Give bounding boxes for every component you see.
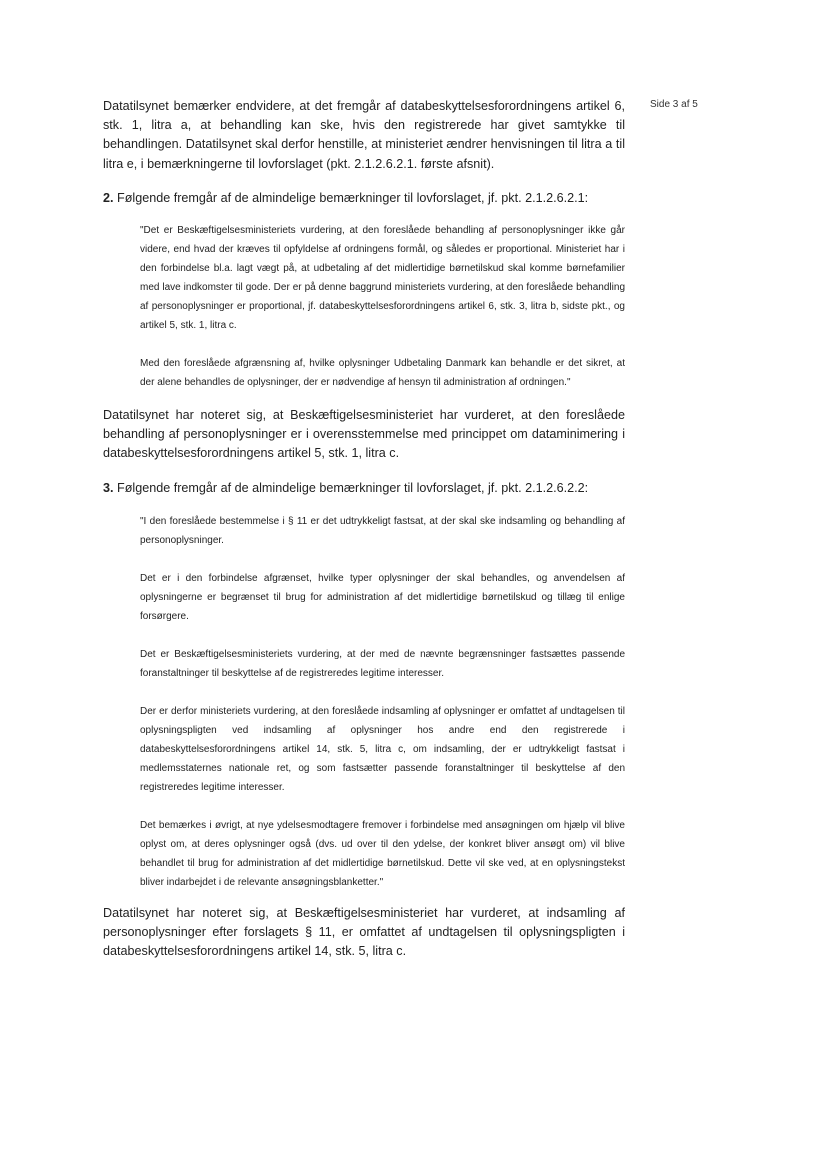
paragraph-consent-note: Datatilsynet bemærker endvidere, at det fremgår af databeskyttelsesforordningens artikel 6, stk. 1, litra a, at behandling kan ske, hvis den registrerede har givet samtykke til behandlingen. Datatilsynet skal derfor henstille, at ministeriet ændrer henvisningen til litra a til litra e, i bemærkningerne til lovforslaget (pkt. 2.1.2.6.2.1. første afsnit). — [103, 99, 625, 171]
paragraph-information-duty: Datatilsynet har noteret sig, at Beskæftigelsesministeriet har vurderet, at indsamling af personoplysninger efter forslagets § 11, er omfattet af undtagelsen til oplysningspligten i databeskyttelsesforordningens artikel 14, stk. 5, litra c. — [103, 905, 625, 959]
section-3-title: Følgende fremgår af de almindelige bemærkninger til lovforslaget, jf. pkt. 2.1.2.6.2.2: — [117, 480, 589, 495]
quote-paragraph: Det er Beskæftigelsesministeriets vurdering, at der med de nævnte begrænsninger fastsættes passende foranstaltninger til beskyttelse af de registreredes legitime interesser. — [140, 648, 625, 679]
section-3-number: 3. — [103, 480, 114, 495]
quote-paragraph: Det er i den forbindelse afgrænset, hvilke typer oplysninger der skal behandles, og anvendelsen af oplysningerne er begrænset til brug for administration af det midlertidige børnetilskud og tillæg til enlige forsørgere. — [140, 572, 625, 622]
quote-paragraph: Med den foreslåede afgrænsning af, hvilke oplysninger Udbetaling Danmark kan behandle er det sikret, at der alene behandles de oplysninger, der er nødvendige af hensyn til administration af ordningen." — [140, 358, 625, 389]
document-body — [103, 97, 625, 961]
section-2-quote — [140, 221, 625, 392]
section-2-title: Følgende fremgår af de almindelige bemærkninger til lovforslaget, jf. pkt. 2.1.2.6.2.1: — [117, 190, 589, 205]
page-number: Side 3 af 5 — [650, 99, 698, 110]
quote-paragraph: Der er derfor ministeriets vurdering, at den foreslåede indsamling af oplysninger er omfattet af undtagelsen til oplysningspligten ved indsamling af oplysninger hos andre end den registrerede i databeskyttelsesforordningens artikel 14, stk. 5, litra c, om indsamling, der er udtrykkeligt fastsat i medlemsstaternes nationale ret, og som fastsætter passende foranstaltninger til beskyttelse af den registreredes legitime interesser. — [140, 705, 625, 793]
quote-paragraph: "Det er Beskæftigelsesministeriets vurdering, at den foreslåede behandling af personoplysninger ikke går videre, end hvad der kræves til opfyldelse af ordningens formål, og således er proportional. Ministeriet har i den forbindelse bl.a. lagt vægt på, at udbetaling af det midlertidige børnetilskud skal komme børnefamilier med lave indkomster til gode. Der er på denne baggrund ministeriets vurdering, at den foreslåede behandling af personoplysninger er proportional, jf. databeskyttelsesforordningens artikel 6, stk. 3, litra b, sidste pkt., og artikel 5, stk. 1, litra c. — [140, 225, 625, 332]
section-2-heading — [103, 189, 625, 208]
section-2-number: 2. — [103, 190, 114, 205]
quote-paragraph: "I den foreslåede bestemmelse i § 11 er det udtrykkeligt fastsat, at der skal ske indsamling og behandling af personoplysninger. — [140, 515, 625, 546]
section-3-quote — [140, 512, 625, 892]
quote-paragraph: Det bemærkes i øvrigt, at nye ydelsesmodtagere fremover i forbindelse med ansøgningen om hjælp vil blive oplyst om, at deres oplysninger også (dvs. ud over til den ydelse, der konkret bliver ansøgt om) vil blive behandlet til brug for administration af det midlertidige børnetilskud. Dette vil ske ved, at en oplysningstekst bliver indarbejdet i de relevante ansøgningsblanketter." — [140, 819, 625, 888]
paragraph-data-minimisation: Datatilsynet har noteret sig, at Beskæftigelsesministeriet har vurderet, at den foreslåede behandling af personoplysninger er i overensstemmelse med princippet om dataminimering i databeskyttelsesforordningens artikel 5, stk. 1, litra c. — [103, 408, 625, 461]
section-3-heading — [103, 479, 625, 498]
